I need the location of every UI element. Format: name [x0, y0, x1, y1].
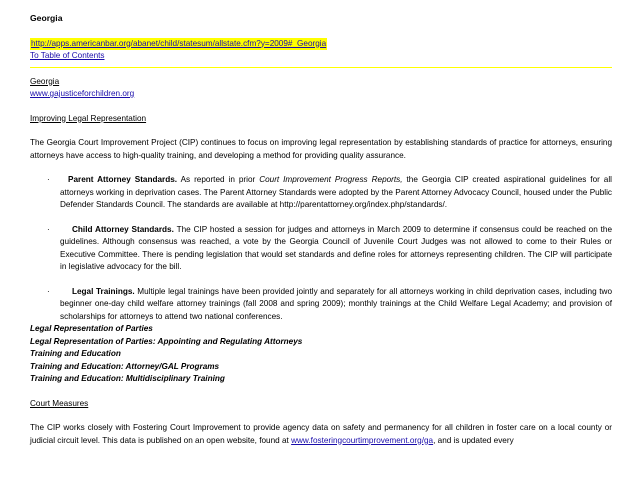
abanet-url-link[interactable]: http://apps.americanbar.org/abanet/child/statesum/allstate.cfm?y=2009#_Georgia	[30, 38, 327, 51]
state-site-link[interactable]: www.gajusticeforchildren.org	[30, 89, 135, 98]
section-title-legal-representation: Improving Legal Representation	[30, 113, 147, 123]
bullet-child-attorney-standards	[30, 224, 612, 274]
bullet-title: Parent Attorney Standards.	[68, 175, 178, 184]
highlight-divider	[30, 67, 612, 68]
document-page	[30, 12, 612, 447]
category-list	[30, 323, 612, 386]
bullet-marker: ·	[47, 175, 50, 184]
bullet-text: As reported in prior	[177, 175, 260, 184]
bullet-marker: ·	[47, 224, 50, 234]
state-site-line	[30, 88, 612, 101]
closing-text-end: , and is updated every	[433, 435, 514, 445]
section-title-court-measures: Court Measures	[30, 398, 89, 408]
toc-line	[30, 50, 612, 63]
closing-paragraph	[30, 422, 612, 447]
bullet-marker: ·	[47, 286, 50, 296]
category-item: Legal Representation of Parties	[30, 324, 153, 333]
category-item: Training and Education	[30, 349, 121, 358]
bullet-text: the Georgia CIP created aspirational guidelines for all attorneys working in deprivation cases. The Parent Attorney Standards were adopted by the Parent Attorney Advocacy Council, housed under the Public Defender Standards Council. The standards are available at http://parentattorney.org/index.php/standards/.	[60, 175, 613, 209]
category-item: Legal Representation of Parties: Appointing and Regulating Attorneys	[30, 336, 303, 346]
state-name: Georgia	[30, 76, 60, 86]
closing-text: The CIP works closely with Fostering Court Improvement to provide agency data on safety and permanency for all children in foster care on a local county or judicial circuit level. This data is published on an open website, found at	[30, 423, 612, 445]
category-item: Training and Education: Attorney/GAL Programs	[30, 361, 220, 371]
fostering-court-link[interactable]: www.fosteringcourtimprovement.org/ga	[291, 435, 434, 445]
bullet-text: The CIP hosted a session for judges and attorneys in March 2009 to determine if consensus could be reached on the guidelines. Although consensus was reached, a vote by the Georgia Council of Juvenile Court Judges was not allowed to come to their Rules or Executive Committee. There is pending legislation that would set standards and define roles for attorneys representing children. The CIP will participate in legislative advocacy for the bill.	[60, 224, 612, 271]
abanet-url-line	[30, 38, 612, 51]
page-title: Georgia	[30, 13, 63, 23]
bullet-title: Legal Trainings.	[72, 286, 135, 296]
bullet-title: Child Attorney Standards.	[72, 224, 174, 234]
table-of-contents-link[interactable]: To Table of Contents	[30, 51, 105, 60]
bullet-text: Multiple legal trainings have been provided jointly and separately for all attorneys working in child deprivation cases, including two beginner one-day child welfare attorney trainings (fall 2008 and spring 2009); monthly trainings at the Child Welfare Legal Academy; and provision of scholarships for attorneys to attend two national conferences.	[60, 286, 612, 321]
intro-paragraph: The Georgia Court Improvement Project (CIP) continues to focus on improving legal representation by establishing standards of practice for attorneys, ensuring attorneys have access to high-quality training, and developing a method for providing quality assurance.	[30, 138, 612, 160]
bullet-emphasis: Court Improvement Progress Reports,	[259, 175, 403, 184]
bullet-legal-trainings	[30, 286, 612, 324]
category-item: Training and Education: Multidisciplinary Training	[30, 374, 225, 383]
bullet-parent-attorney-standards	[30, 174, 612, 212]
